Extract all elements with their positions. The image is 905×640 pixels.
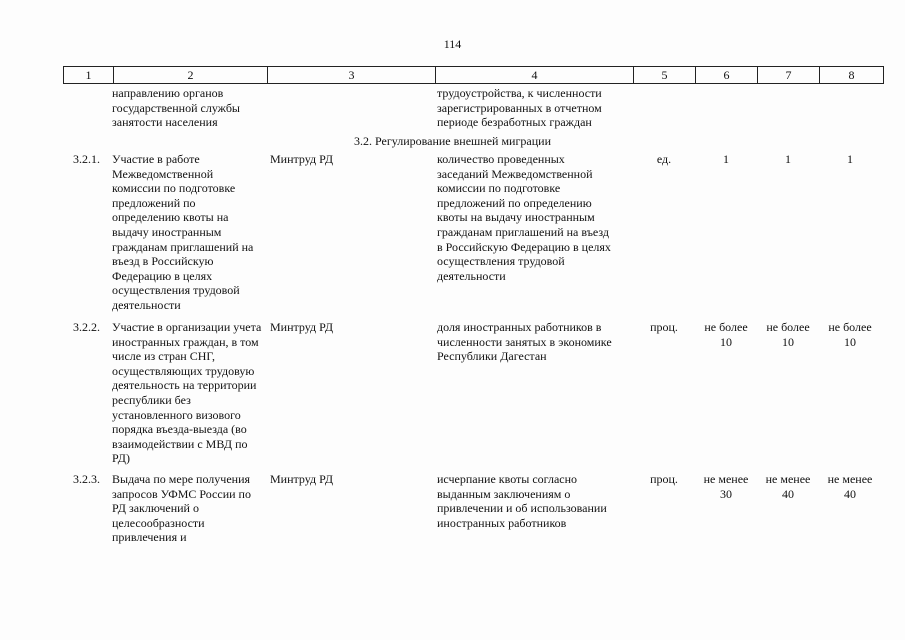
- row-value-col7: [757, 472, 819, 501]
- text-line: не более: [704, 320, 748, 334]
- text-line: 1: [785, 152, 791, 166]
- text-line: заседаний Межведомственной: [437, 166, 593, 181]
- text-line: численности занятых в экономике: [437, 334, 612, 349]
- column-header-row: [63, 66, 884, 84]
- text-line: предложений по: [112, 195, 196, 210]
- text-line: Выдача по мере получения: [112, 472, 251, 486]
- text-line: направлению органов: [112, 86, 224, 100]
- row-activity: [112, 472, 251, 545]
- column-header-2: 2: [114, 67, 268, 84]
- text-line: Участие в организации учета: [112, 320, 262, 334]
- text-line: осуществления трудовой: [437, 254, 565, 269]
- text-line: не более: [828, 320, 872, 334]
- text-line: квоты на выдачу иностранным: [437, 210, 595, 225]
- row-number: 3.2.1.: [73, 152, 100, 166]
- text-line: порядка въезда-выезда (во: [112, 422, 247, 437]
- text-line: комиссии по подготовке: [437, 181, 561, 196]
- text-line: привлечении и об использовании: [437, 501, 607, 516]
- row-unit: ед.: [656, 152, 672, 166]
- text-line: 10: [782, 334, 794, 349]
- continuation-col2: [112, 86, 240, 130]
- row-value-col8: [819, 472, 881, 501]
- row-value-col6: [695, 152, 757, 167]
- row-activity: [112, 320, 261, 466]
- text-line: не менее: [827, 472, 873, 486]
- text-line: деятельность на территории: [112, 378, 257, 393]
- text-line: 1: [847, 152, 853, 166]
- row-executor: Минтруд РД: [270, 152, 334, 166]
- text-line: в Российскую Федерацию в целях: [437, 239, 611, 254]
- column-header-8: 8: [820, 67, 884, 84]
- text-line: не более: [766, 320, 810, 334]
- text-line: деятельности: [437, 268, 506, 283]
- text-line: выдачу иностранным: [112, 224, 222, 239]
- column-header-3: 3: [268, 67, 436, 84]
- text-line: привлечения и: [112, 530, 187, 545]
- text-line: не менее: [703, 472, 749, 486]
- text-line: предложений по определению: [437, 195, 592, 210]
- text-line: 10: [720, 334, 732, 349]
- text-line: гражданам приглашений на: [112, 239, 254, 254]
- text-line: Республики Дагестан: [437, 349, 547, 364]
- text-line: Федерацию в целях: [112, 268, 213, 283]
- row-value-col6: [695, 472, 757, 501]
- column-header-1: 1: [64, 67, 114, 84]
- text-line: занятости населения: [112, 115, 218, 130]
- row-unit: проц.: [650, 320, 678, 334]
- column-header-7: 7: [758, 67, 820, 84]
- text-line: 40: [844, 486, 856, 501]
- text-line: Участие в работе: [112, 152, 200, 166]
- text-line: 10: [844, 334, 856, 349]
- text-line: въезд в Российскую: [112, 254, 214, 269]
- text-line: РД): [112, 451, 130, 466]
- text-line: периоде безработных граждан: [437, 115, 592, 130]
- text-line: доля иностранных работников в: [437, 320, 602, 334]
- text-line: выданным заключениям о: [437, 486, 571, 501]
- column-header-4: 4: [436, 67, 634, 84]
- text-line: исчерпание квоты согласно: [437, 472, 578, 486]
- row-value-col8: [819, 152, 881, 167]
- text-line: не менее: [765, 472, 811, 486]
- column-header-5: 5: [634, 67, 696, 84]
- row-unit: проц.: [650, 472, 678, 486]
- text-line: целесообразности: [112, 515, 205, 530]
- row-executor: Минтруд РД: [270, 320, 334, 334]
- text-line: Межведомственной: [112, 166, 214, 181]
- row-value-col8: [819, 320, 881, 349]
- page-number: 114: [443, 37, 462, 51]
- text-line: иностранных работников: [437, 515, 567, 530]
- text-line: иностранных граждан, в том: [112, 334, 259, 349]
- text-line: определению квоты на: [112, 210, 229, 225]
- text-line: взаимодействии с МВД по: [112, 436, 248, 451]
- text-line: 1: [723, 152, 729, 166]
- text-line: деятельности: [112, 297, 181, 312]
- text-line: государственной службы: [112, 100, 240, 115]
- row-executor: Минтруд РД: [270, 472, 334, 486]
- row-value-col6: [695, 320, 757, 349]
- text-line: комиссии по подготовке: [112, 181, 236, 196]
- row-value-col7: [757, 152, 819, 167]
- text-line: трудоустройства, к численности: [437, 86, 602, 100]
- text-line: 40: [782, 486, 794, 501]
- text-line: запросов УФМС России по: [112, 486, 251, 501]
- text-line: установленного визового: [112, 407, 241, 422]
- row-indicator: [437, 320, 612, 364]
- text-line: осуществления трудовой: [112, 283, 240, 298]
- text-line: республики без: [112, 392, 191, 407]
- text-line: зарегистрированных в отчетном: [437, 100, 602, 115]
- row-indicator: [437, 152, 611, 283]
- text-line: количество проведенных: [437, 152, 565, 166]
- text-line: числе из стран СНГ,: [112, 349, 215, 364]
- continuation-col4: [437, 86, 602, 130]
- row-number: 3.2.3.: [73, 472, 100, 486]
- text-line: гражданам приглашений на въезд: [437, 224, 610, 239]
- row-activity: [112, 152, 253, 313]
- text-line: РД заключений о: [112, 501, 199, 516]
- column-header-6: 6: [696, 67, 758, 84]
- row-number: 3.2.2.: [73, 320, 100, 334]
- text-line: осуществляющих трудовую: [112, 363, 255, 378]
- text-line: 30: [720, 486, 732, 501]
- section-title: 3.2. Регулирование внешней миграции: [353, 134, 551, 148]
- row-indicator: [437, 472, 607, 530]
- row-value-col7: [757, 320, 819, 349]
